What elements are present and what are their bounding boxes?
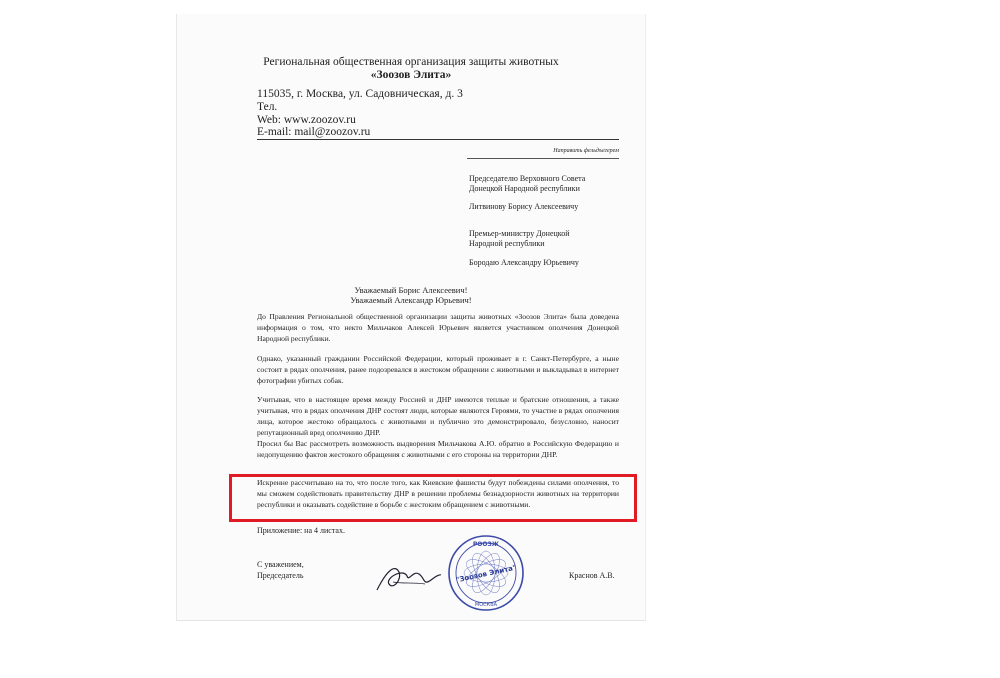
recipient2-line2: Народной республики (469, 239, 545, 248)
stamp-bottom-text: МОСКВА (474, 602, 498, 608)
web: Web: www.zoozov.ru (257, 114, 356, 126)
letter-page (176, 14, 646, 621)
stamp-top-text: РООЗЖ (472, 541, 500, 548)
organization-stamp (447, 534, 525, 612)
tel: Тел. (257, 101, 278, 113)
email: E-mail: mail@zoozov.ru (257, 126, 371, 138)
routing-note: Направить фельдъегерем (553, 148, 619, 154)
highlight-box (229, 474, 637, 522)
paragraph-3: Учитывая, что в настоящее время между Россией и ДНР имеются теплые и братские отношения, а также учитывая, что в рядах ополчения ДНР состоят люди, которые являются Героями, то участие в рядах ополчения лица, которое жестоко обращалось с животными и публично это демонстрировало, безусловно, наносит репутационный вред ополчению ДНР. (257, 395, 619, 437)
attachment-note: Приложение: на 4 листах. (257, 526, 345, 535)
paragraph-2: Однако, указанный гражданин Российской Федерации, который проживает в г. Санкт-Петербурге, а ныне состоит в рядах ополчения, ранее подозревался в жестоком обращении с животными и выкладывал в интернет фотографии убитых собак. (257, 354, 619, 385)
signer-name: Краснов А.В. (569, 571, 615, 580)
closing: С уважением, (257, 560, 304, 569)
recipient2-name: Бородаю Александру Юрьевичу (469, 258, 579, 267)
header-divider (257, 139, 619, 140)
paragraph-5: Искренне рассчитываю на то, что после того, как Киевские фашисты будут побеждены силами ополчения, то мы сможем содействовать правительству ДНР в решении проблемы безнадзорности животных на территории республики и оказывать содействие в борьбе с жестоким обращением с животными. (257, 478, 619, 509)
org-name-line2: «Зоозов Элита» (370, 69, 452, 81)
paragraph-4: Просил бы Вас рассмотреть возможность выдворения Мильчакова А.Ю. обратно в Российскую Федерацию и недопущению фактов жестокого обращения с животными с его стороны на территории ДНР. (257, 439, 619, 459)
address: 115035, г. Москва, ул. Садовническая, д. 3 (257, 88, 463, 100)
recipient1-line1: Председателю Верховного Совета (469, 174, 586, 183)
signer-title: Председатель (257, 571, 304, 580)
greeting-line2: Уважаемый Александр Юрьевич! (350, 295, 472, 305)
recipient2-line1: Премьер-министру Донецкой (469, 229, 570, 238)
handwritten-signature (373, 560, 443, 596)
org-name-line1: Региональная общественная организация защиты животных (263, 56, 559, 68)
stamp-center-text: "Зоозов Элита" (455, 563, 518, 585)
paragraph-1: До Правления Региональной общественной организации защиты животных «Зоозов Элита» была доведена информация о том, что некто Мильчаков Алексей Юрьевич является участником ополчения Донецкой Народной республики. (257, 312, 619, 343)
recipient1-line2: Донецкой Народной республики (469, 184, 580, 193)
recipient-divider (467, 158, 619, 159)
greeting-line1: Уважаемый Борис Алексеевич! (354, 285, 468, 295)
recipient1-name: Литвинову Борису Алексеевичу (469, 202, 579, 211)
